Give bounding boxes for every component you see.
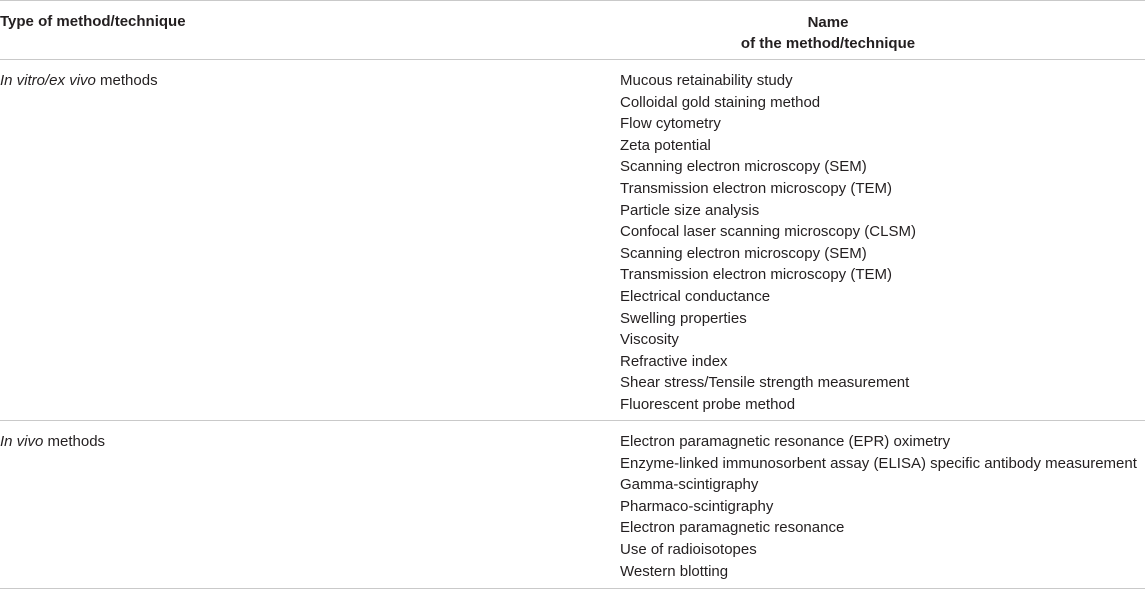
list-item: Mucous retainability study [620,72,793,89]
list-item: Pharmaco-scintigraphy [620,497,774,515]
list-item: Zeta potential [620,136,711,154]
method-type-italic: In vivo [0,433,44,450]
method-type-suffix: methods [43,433,106,450]
table-row-in-vivo [0,421,1145,589]
list-item: Flow cytometry [620,115,721,133]
method-name-list [620,70,916,416]
list-item: Electrical conductance [620,287,771,305]
list-item: Western blotting [620,562,729,580]
table-header [0,0,1145,60]
method-type-cell [0,432,105,452]
list-item: Electron paramagnetic resonance [620,519,845,537]
list-item: Use of radioisotopes [620,540,757,558]
method-type-cell [0,71,158,91]
list-item: Confocal laser scanning microscopy (CLSM) [620,223,916,241]
column-header-name-line2: of the method/technique [740,35,916,52]
list-item: Scanning electron microscopy (SEM) [620,244,867,262]
table-row-in-vitro-ex-vivo [0,60,1145,421]
list-item: Scanning electron microscopy (SEM) [620,158,867,176]
list-item: Viscosity [620,331,679,349]
list-item: Shear stress/Tensile strength measurement [620,374,910,392]
method-type-suffix: methods [95,72,158,89]
list-item: Swelling properties [620,309,747,327]
list-item: Particle size analysis [620,201,760,219]
list-item: Refractive index [620,352,728,370]
list-item: Electron paramagnetic resonance (EPR) oximetry [620,433,951,450]
list-item: Transmission electron microscopy (TEM) [620,179,892,197]
method-type-italic: In vitro/ex vivo [0,72,96,89]
column-header-type: Type of method/technique [0,13,186,30]
list-item: Transmission electron microscopy (TEM) [620,266,892,284]
list-item: Fluorescent probe method [620,395,796,413]
column-header-name-line1: Name [807,14,849,31]
column-header-name [708,12,948,54]
list-item: Gamma-scintigraphy [620,476,759,494]
list-item: Enzyme-linked immunosorbent assay (ELISA) specific antibody measurement [620,454,1137,472]
list-item: Colloidal gold staining method [620,93,821,111]
method-name-list [620,431,1137,582]
